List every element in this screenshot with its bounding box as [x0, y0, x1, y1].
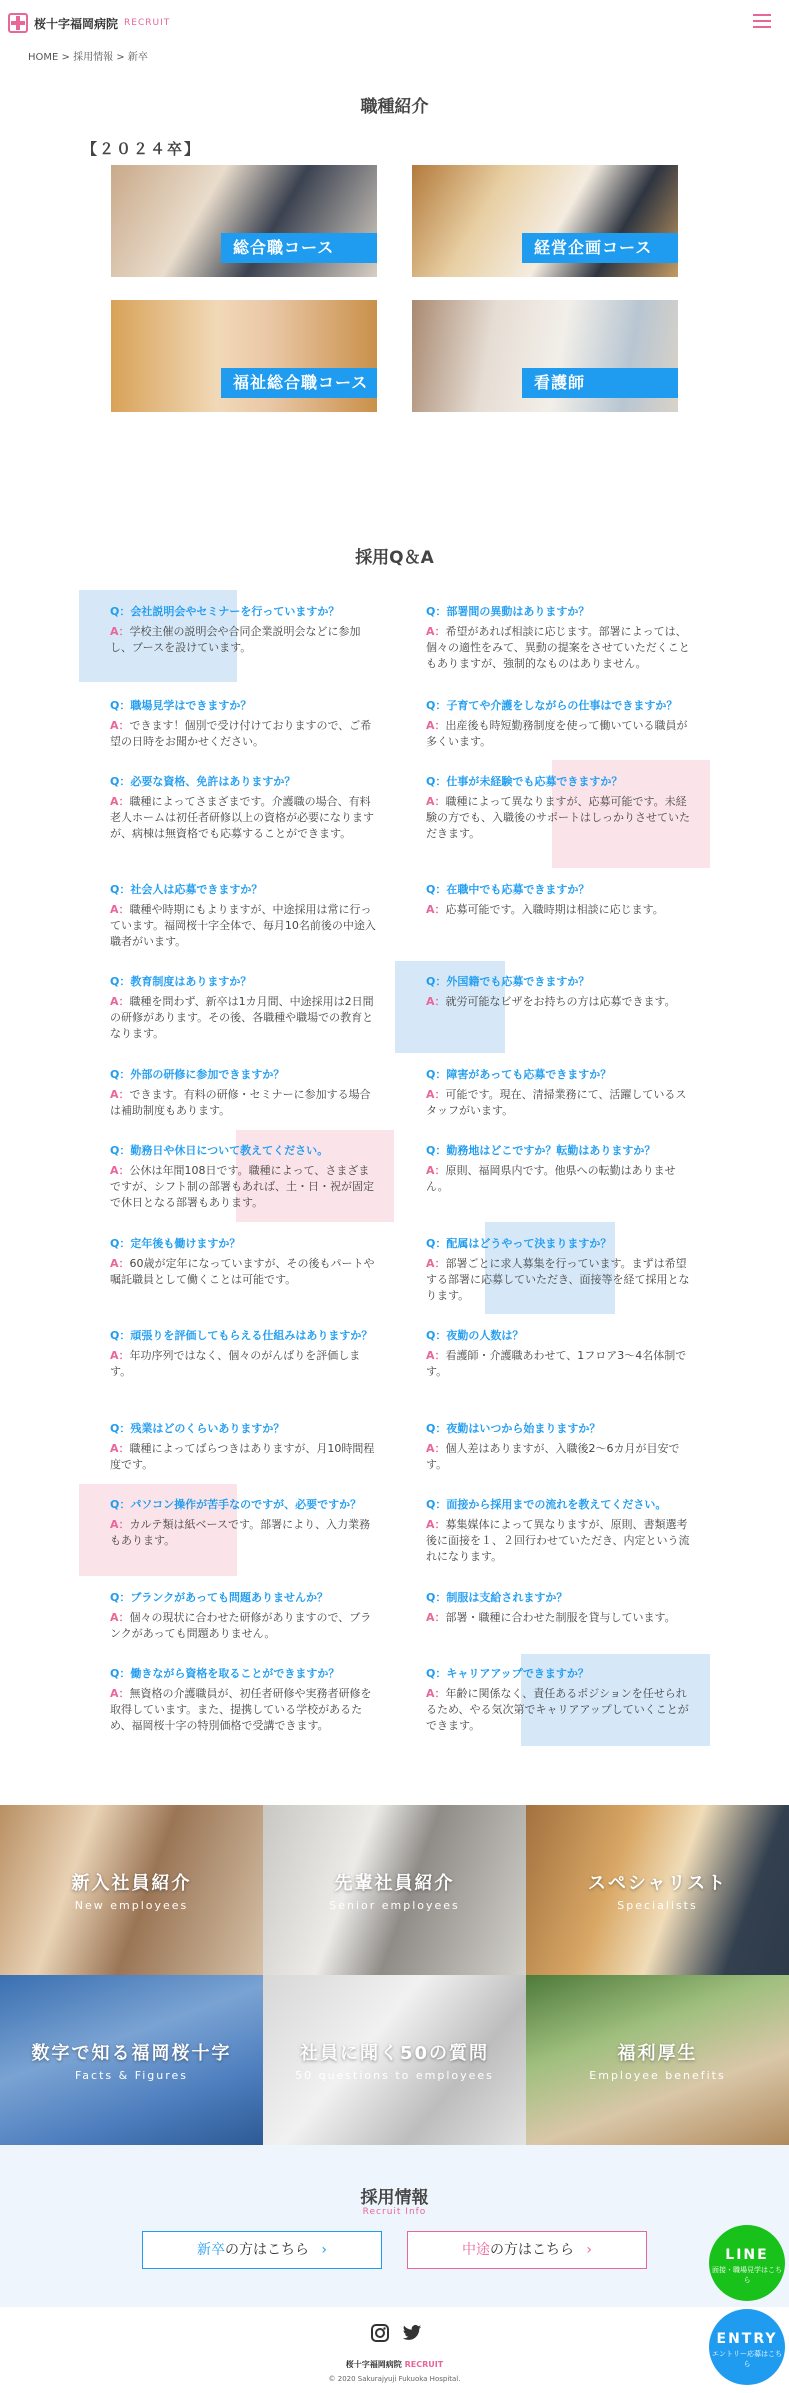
- qa-answer: A：可能です。現在、清掃業務にて、活躍しているスタッフがいます。: [426, 1088, 687, 1117]
- qa-question: Q：必要な資格、免許はありますか？: [110, 775, 296, 788]
- line-sub: 面接・職場見学はこちら: [712, 2266, 782, 2284]
- hamburger-icon[interactable]: [753, 14, 771, 28]
- chevron-right-icon: ›: [586, 2242, 593, 2258]
- tile-senior-employees[interactable]: [263, 1805, 526, 1975]
- breadcrumb-home[interactable]: HOME: [28, 52, 59, 63]
- qa-item: [426, 974, 694, 1010]
- tile-specialists[interactable]: [526, 1805, 789, 1975]
- qa-question: Q：職場見学はできますか？: [110, 699, 252, 712]
- qa-item: [426, 774, 694, 842]
- qa-answer: A：できます！個別で受け付けておりますので、ご希望の日時をお聞かせください。: [110, 719, 372, 748]
- tile-sub: Senior employees: [329, 1899, 460, 1912]
- qa-item: [426, 1590, 694, 1626]
- tile-sub: Employee benefits: [589, 2069, 726, 2082]
- job-label: 福祉総合職コース: [221, 368, 377, 398]
- qa-item: [426, 1328, 694, 1380]
- qa-item: [110, 1421, 378, 1473]
- qa-answer: A：できます。有料の研修・セミナーに参加する場合は補助制度もあります。: [110, 1088, 371, 1117]
- entry-sub: エントリー応募はこちら: [712, 2350, 782, 2368]
- entry-button[interactable]: [709, 2309, 785, 2385]
- qa-question: Q：パソコン操作が苦手なのですが、必要ですか？: [110, 1498, 362, 1511]
- line-label: LINE: [725, 2247, 769, 2263]
- qa-question: Q：定年後も働けますか？: [110, 1237, 241, 1250]
- breadcrumb-recruit[interactable]: 採用情報: [73, 52, 114, 63]
- qa-question: Q：キャリアアップできますか？: [426, 1667, 589, 1680]
- qa-item: [426, 1497, 694, 1565]
- site-header: [0, 0, 789, 44]
- qa-answer: A：年功序列ではなく、個々のがんばりを評価します。: [110, 1349, 361, 1378]
- jobs-title: 職種紹介: [360, 97, 429, 117]
- qa-answer: A：就労可能なビザをお持ちの方は応募できます。: [426, 995, 676, 1008]
- qa-title: 採用Q＆A: [355, 548, 434, 568]
- qa-item: [110, 604, 378, 656]
- year-label: 【２０２４卒】: [82, 140, 202, 158]
- qa-question: Q：外国籍でも応募できますか？: [426, 975, 590, 988]
- qa-item: [110, 882, 378, 950]
- recruit-info-title: 採用情報: [360, 2188, 429, 2208]
- qa-question: Q：仕事が未経験でも応募できますか？: [426, 775, 623, 788]
- twitter-icon[interactable]: [402, 2323, 422, 2343]
- recruit-info-section: [0, 2145, 789, 2307]
- qa-question: Q：夜勤の人数は？: [426, 1329, 524, 1342]
- qa-item: [110, 1666, 378, 1734]
- job-card-general[interactable]: [111, 165, 377, 277]
- qa-question: Q：ブランクがあっても問題ありませんか？: [110, 1591, 329, 1604]
- recruit-info-sub: Recruit Info: [362, 2207, 427, 2217]
- qa-answer: A：職種によって異なりますが、応募可能です。未経験の方でも、入職後のサポートはしっかりさせていただきます。: [426, 795, 690, 840]
- qa-item: [110, 1067, 378, 1119]
- qa-answer: A：部署・職種に合わせた制服を貸与しています。: [426, 1611, 676, 1624]
- job-card-welfare[interactable]: [111, 300, 377, 412]
- tile-title: 数字で知る福岡桜十字: [31, 2043, 232, 2064]
- qa-question: Q：勤務日や休日について教えてください。: [110, 1144, 329, 1157]
- tile-title: スペシャリスト: [587, 1873, 728, 1894]
- qa-answer: A：職種を問わず、新卒は1カ月間、中途採用は2日間の研修があります。その後、各職種や職場での教育となります。: [110, 995, 374, 1040]
- breadcrumb: [28, 48, 148, 63]
- qa-item: [110, 1328, 378, 1380]
- entry-label: ENTRY: [716, 2331, 778, 2347]
- breadcrumb-separator: >: [116, 52, 125, 63]
- qa-answer: A：個々の現状に合わせた研修がありますので、ブランクがあっても問題ありません。: [110, 1611, 372, 1640]
- logo-text: 桜十字福岡病院: [34, 16, 119, 31]
- tile-title: 社員に聞く50の質問: [299, 2043, 490, 2064]
- qa-question: Q：社会人は応募できますか？: [110, 883, 263, 896]
- qa-item: [110, 974, 378, 1042]
- job-label: 経営企画コース: [522, 233, 678, 263]
- site-logo[interactable]: [8, 13, 170, 33]
- qa-question: Q：部署間の異動はありますか？: [426, 605, 590, 618]
- cross-logo-icon: [8, 13, 28, 33]
- qa-item: [426, 1067, 694, 1119]
- breadcrumb-current: 新卒: [127, 52, 148, 63]
- qa-question: Q：制服は支給されますか？: [426, 1591, 568, 1604]
- qa-answer: A：学校主催の説明会や合同企業説明会などに参加し、ブースを設けています。: [110, 625, 361, 654]
- tile-new-employees[interactable]: [0, 1805, 263, 1975]
- qa-question: Q：教育制度はありますか？: [110, 975, 252, 988]
- footer-logo[interactable]: 桜十字福岡病院 RECRUIT: [345, 2360, 444, 2369]
- tile-50-questions[interactable]: [263, 1975, 526, 2145]
- qa-item: [110, 698, 378, 750]
- qa-answer: A：希望があれば相談に応じます。部署によっては、個々の適性をみて、異動の提案をさせていただくこともありますが、強制的なものはありません。: [426, 625, 690, 670]
- qa-item: [110, 774, 378, 842]
- qa-answer: A：職種によってばらつきはありますが、月10時間程度です。: [110, 1442, 375, 1471]
- tile-benefits[interactable]: [526, 1975, 789, 2145]
- qa-question: Q：子育てや介護をしながらの仕事はできますか？: [426, 699, 678, 712]
- qa-item: [426, 1236, 694, 1304]
- qa-question: Q：外部の研修に参加できますか？: [110, 1068, 285, 1081]
- social-links: [370, 2323, 422, 2343]
- qa-answer: A：公休は年間108日です。職種によって、さまざまですが、シフト制の部署もあれば、土・日・祝が固定で休日となる部署もあります。: [110, 1164, 374, 1209]
- tile-sub: New employees: [74, 1899, 189, 1912]
- qa-answer: A：部署ごとに求人募集を行っています。まずは希望する部署に応募していただき、面接等を経て採用となります。: [426, 1257, 690, 1302]
- qa-question: Q：働きながら資格を取ることができますか？: [110, 1667, 340, 1680]
- qa-answer: A：60歳が定年になっていますが、その後もパートや嘱託職員として働くことは可能です。: [110, 1257, 375, 1286]
- job-label: 総合職コース: [221, 233, 377, 263]
- qa-answer: A：募集媒体によって異なりますが、原則、書類選考後に面接を１、２回行わせていただき、内定という流れになります。: [426, 1518, 690, 1563]
- qa-question: Q：頑張りを評価してもらえる仕組みはありますか？: [110, 1329, 373, 1342]
- new-grad-button[interactable]: 新卒の方はこちら ›: [142, 2231, 382, 2269]
- qa-item: [110, 1143, 378, 1211]
- breadcrumb-separator: >: [61, 52, 70, 63]
- job-card-planning[interactable]: [412, 165, 678, 277]
- qa-question: Q：会社説明会やセミナーを行っていますか？: [110, 605, 340, 618]
- qa-item: [110, 1590, 378, 1642]
- line-button[interactable]: [709, 2225, 785, 2301]
- qa-item: [110, 1497, 378, 1549]
- qa-answer: A：年齢に関係なく、責任あるポジションを任せられるため、やる気次第でキャリアアップしていくことができます。: [426, 1687, 689, 1732]
- qa-question: Q：夜勤はいつから始まりますか？: [426, 1422, 601, 1435]
- copyright: © 2020 Sakurajyuji Fukuoka Hospital.: [328, 2375, 461, 2383]
- tile-title: 新入社員紹介: [71, 1873, 192, 1894]
- qa-item: [426, 1421, 694, 1473]
- qa-answer: A：原則、福岡県内です。他県への転勤はありません。: [426, 1164, 676, 1193]
- qa-answer: A：個人差はありますが、入職後2～6カ月が目安です。: [426, 1442, 680, 1471]
- qa-question: Q：在職中でも応募できますか？: [426, 883, 590, 896]
- qa-question: Q：配属はどうやって決まりますか？: [426, 1237, 612, 1250]
- site-footer: [0, 2307, 789, 2393]
- qa-item: [110, 1236, 378, 1288]
- qa-item: [426, 604, 694, 672]
- qa-question: Q：勤務地はどこですか？転勤はありますか？: [426, 1144, 656, 1157]
- instagram-icon[interactable]: [370, 2323, 390, 2343]
- qa-question: Q：残業はどのくらいありますか？: [110, 1422, 285, 1435]
- qa-question: Q：障害があっても応募できますか？: [426, 1068, 612, 1081]
- qa-item: [426, 1666, 694, 1734]
- tile-sub: Specialists: [617, 1899, 698, 1912]
- mid-career-button[interactable]: 中途の方はこちら ›: [407, 2231, 647, 2269]
- qa-item: [426, 1143, 694, 1195]
- qa-answer: A：カルテ類は紙ベースです。部署により、入力業務もあります。: [110, 1518, 371, 1547]
- tile-sub: 50 questions to employees: [295, 2069, 494, 2082]
- tile-title: 先輩社員紹介: [334, 1873, 455, 1894]
- job-label: 看護師: [522, 368, 678, 398]
- tile-sub: Facts & Figures: [74, 2069, 189, 2082]
- tile-facts-figures[interactable]: [0, 1975, 263, 2145]
- qa-answer: A：職種によってさまざまです。介護職の場合、有料老人ホームは初任者研修以上の資格が必要になりますが、病棟は無資格でも応募することができます。: [110, 795, 374, 840]
- tile-title: 福利厚生: [617, 2043, 698, 2064]
- qa-question: Q：面接から採用までの流れを教えてください。: [426, 1498, 667, 1511]
- qa-answer: A：無資格の介護職員が、初任者研修や実務者研修を取得しています。また、提携している学校があるため、福岡桜十字の特別価格で受講できます。: [110, 1687, 372, 1732]
- qa-answer: A：出産後も時短勤務制度を使って働いている職員が多くいます。: [426, 719, 688, 748]
- qa-item: [426, 882, 694, 918]
- logo-recruit: RECRUIT: [124, 18, 171, 28]
- qa-item: [426, 698, 694, 750]
- qa-answer: A：職種や時期にもよりますが、中途採用は常に行っています。福岡桜十字全体で、毎月10名前後の中途入職者がいます。: [110, 903, 376, 948]
- job-card-nurse[interactable]: [412, 300, 678, 412]
- qa-answer: A：看護師・介護職あわせて、1フロア3～4名体制です。: [426, 1349, 687, 1378]
- qa-answer: A：応募可能です。入職時期は相談に応じます。: [426, 903, 664, 916]
- chevron-right-icon: ›: [321, 2242, 328, 2258]
